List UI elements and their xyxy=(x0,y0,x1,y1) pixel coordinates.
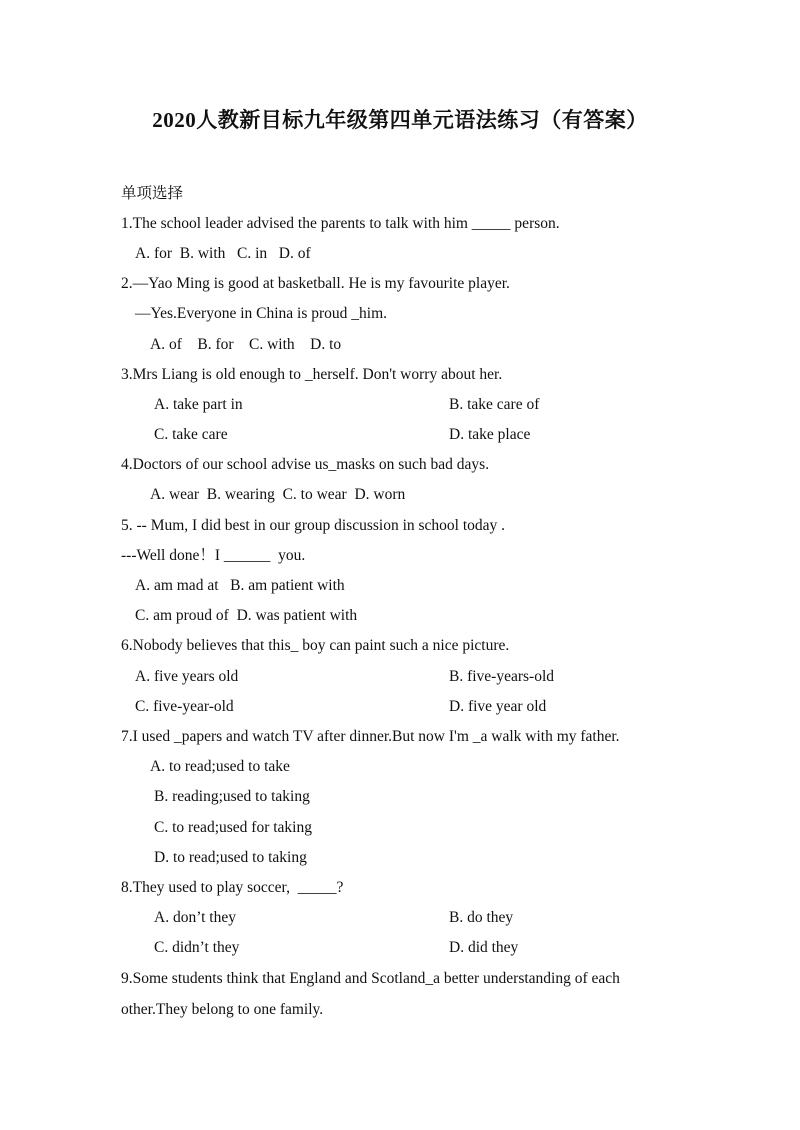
question-7-stem: 7.I used _papers and watch TV after dinner.But now I'm _a walk with my father. xyxy=(121,728,620,745)
section-heading: 单项选择 xyxy=(121,185,184,202)
question-3-option-d: D. take place xyxy=(449,426,531,443)
question-3-option-b: B. take care of xyxy=(449,396,540,413)
question-8-option-d: D. did they xyxy=(449,939,519,956)
question-8-option-b: B. do they xyxy=(449,909,514,926)
question-3-stem: 3.Mrs Liang is old enough to _herself. Don't worry about her. xyxy=(121,366,503,383)
question-8-stem: 8.They used to play soccer, _____? xyxy=(121,879,344,896)
question-3-option-c: C. take care xyxy=(154,426,228,443)
question-6-option-c: C. five-year-old xyxy=(135,698,234,715)
question-1-options: A. for B. with C. in D. of xyxy=(135,245,311,262)
question-6-stem: 6.Nobody believes that this_ boy can paint such a nice picture. xyxy=(121,637,510,654)
question-8-option-c: C. didn’t they xyxy=(154,939,240,956)
question-2-stem-reply: —Yes.Everyone in China is proud _him. xyxy=(135,305,388,322)
question-8-option-a: A. don’t they xyxy=(154,909,236,926)
question-9-stem: 9.Some students think that England and Scotland_a better understanding of each xyxy=(121,970,620,987)
question-7-option-a: A. to read;used to take xyxy=(150,758,290,775)
question-9-stem-continued: other.They belong to one family. xyxy=(121,1001,324,1018)
question-6-option-d: D. five year old xyxy=(449,698,547,715)
question-5-options-row-2: C. am proud of D. was patient with xyxy=(135,607,358,624)
question-6-option-a: A. five years old xyxy=(135,668,239,685)
question-6-option-b: B. five-years-old xyxy=(449,668,555,685)
document-title: 2020人教新目标九年级第四单元语法练习（有答案） xyxy=(152,108,648,132)
question-7-option-d: D. to read;used to taking xyxy=(154,849,307,866)
question-4-options: A. wear B. wearing C. to wear D. worn xyxy=(150,486,406,503)
question-1-stem: 1.The school leader advised the parents to talk with him _____ person. xyxy=(121,215,560,232)
question-4-stem: 4.Doctors of our school advise us_masks on such bad days. xyxy=(121,456,490,473)
question-3-option-a: A. take part in xyxy=(154,396,243,413)
question-2-options: A. of B. for C. with D. to xyxy=(150,336,342,353)
question-5-options-row-1: A. am mad at B. am patient with xyxy=(135,577,345,594)
question-2-stem: 2.—Yao Ming is good at basketball. He is my favourite player. xyxy=(121,275,510,292)
question-5-stem-reply: ---Well done！I ______ you. xyxy=(121,547,306,564)
question-5-stem: 5. -- Mum, I did best in our group discussion in school today . xyxy=(121,517,506,534)
question-7-option-c: C. to read;used for taking xyxy=(154,819,312,836)
question-7-option-b: B. reading;used to taking xyxy=(154,788,310,805)
